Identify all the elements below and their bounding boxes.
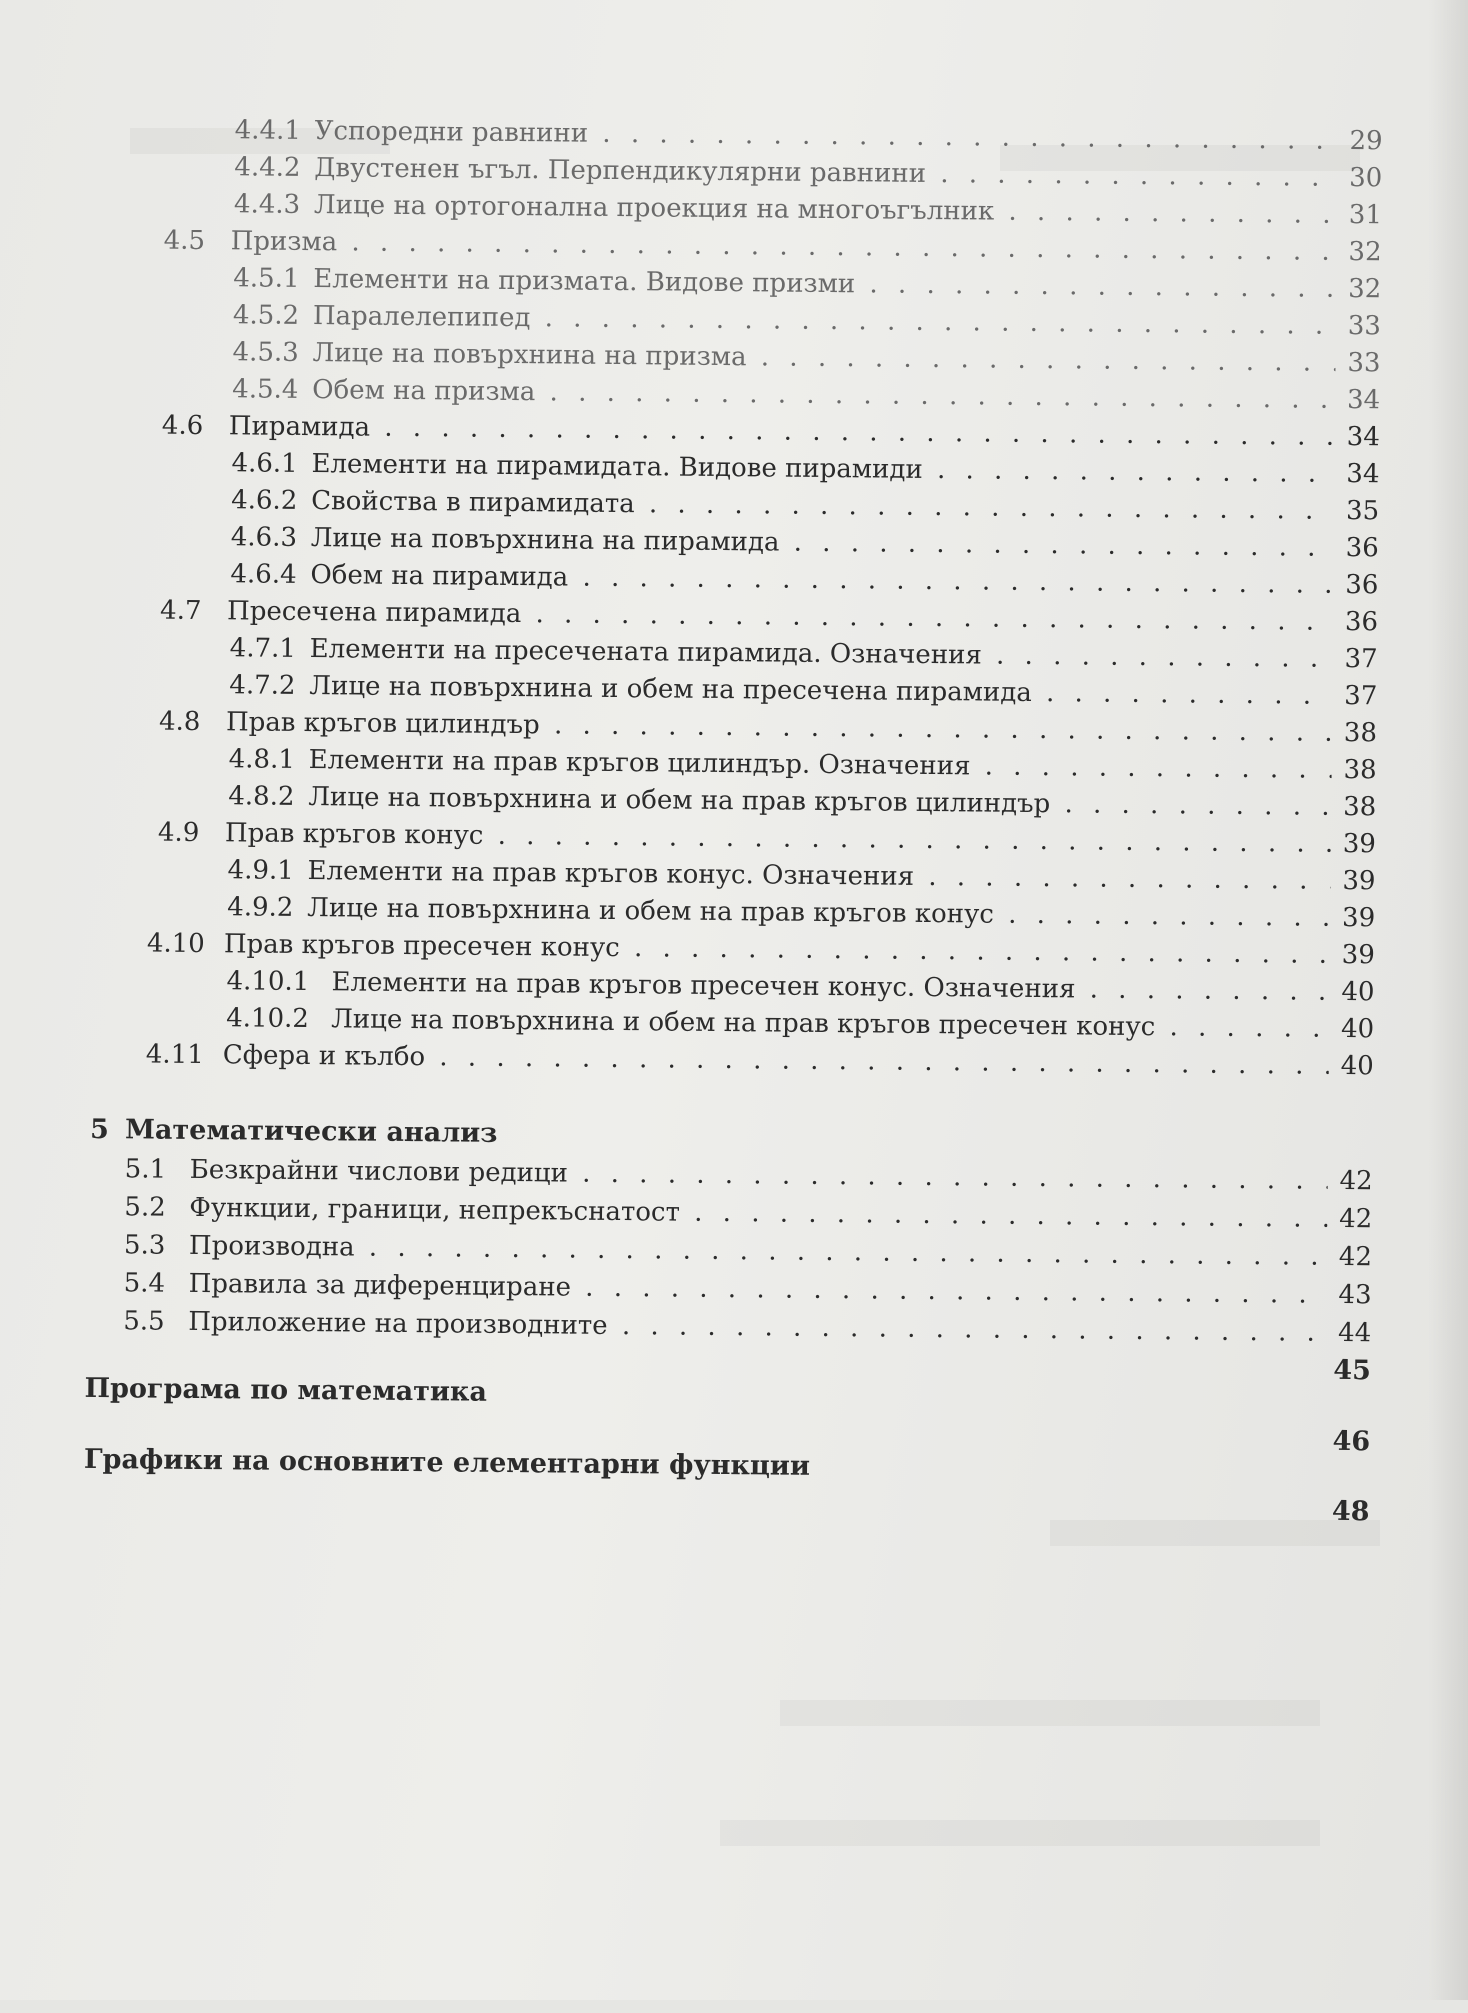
toc-title: Лице на повърхнина на призма . . .	[312, 336, 1335, 380]
toc-number: 4.6.4	[230, 557, 296, 592]
toc-page-number: 39	[1331, 827, 1376, 861]
toc-title: Математически анализ	[125, 1113, 498, 1151]
toc-title: Обем на пирамида . . .	[310, 558, 1333, 602]
toc-page-number: 35	[1334, 494, 1379, 528]
toc-title: Елементи на прав кръгов конус. Означения . . .	[307, 854, 1330, 898]
toc-title: Пирамида . . .	[229, 409, 1335, 454]
toc-page-number: 46	[1325, 1425, 1370, 1459]
toc-page-number: 40	[1329, 1012, 1374, 1046]
toc-number: 4.5	[163, 224, 205, 258]
toc-page-number: 45	[1326, 1354, 1371, 1388]
toc-title: Безкрайни числови редици . . .	[190, 1153, 1328, 1198]
toc-page-number: 34	[1335, 383, 1380, 417]
toc-number: 4.7	[160, 594, 202, 628]
toc-page-number: 36	[1333, 605, 1378, 639]
toc-title: Лице на повърхнина на пирамида . . .	[311, 521, 1334, 565]
toc-page-number: 32	[1336, 235, 1381, 269]
toc-page-number: 36	[1334, 531, 1379, 565]
toc-number: 4.8.1	[229, 742, 295, 777]
toc-number: 4.6.3	[231, 520, 297, 555]
toc-number: 4.5.4	[232, 372, 298, 407]
toc-title: Програма по математика	[84, 1372, 487, 1410]
toc-title: Правила за диференциране . . .	[188, 1267, 1326, 1312]
toc-number: 4.6	[162, 409, 204, 443]
toc-page-number: 37	[1333, 642, 1378, 676]
toc-page-number: 33	[1335, 346, 1380, 380]
toc-number: 4.8	[159, 705, 201, 739]
toc-number: 4.4.2	[234, 150, 300, 185]
toc-page-number: 48	[1324, 1495, 1369, 1529]
toc-title: Елементи на прав кръгов пресечен конус. Означения . . .	[331, 965, 1329, 1009]
toc-page-number: 40	[1329, 975, 1374, 1009]
toc-number: 5.1	[125, 1152, 167, 1186]
toc-title: Производна . . .	[189, 1229, 1327, 1274]
toc-title: Лице на повърхнина и обем на прав кръгов цилиндър . . .	[308, 780, 1331, 824]
toc-number: 5.2	[124, 1190, 166, 1224]
toc-title: Успоредни равнини . . .	[315, 114, 1338, 158]
toc-title: Лице на ортогонална проекция на многоъгълник . . .	[314, 188, 1337, 232]
toc-number: 4.4.3	[234, 187, 300, 222]
toc-page-number: 38	[1332, 716, 1377, 750]
toc-number: 4.5.3	[232, 335, 298, 370]
toc-title: Обем на призма . . .	[312, 373, 1335, 417]
toc-page-number: 38	[1331, 790, 1376, 824]
toc-number: 5.5	[123, 1304, 165, 1338]
toc-page-number: 36	[1333, 568, 1378, 602]
toc-number: 4.9.1	[227, 853, 293, 888]
toc-title: Призма . . .	[230, 224, 1336, 269]
toc-number: 4.10.1	[226, 964, 309, 999]
toc-page-number: 42	[1327, 1202, 1372, 1236]
toc-number: 4.7.1	[230, 631, 296, 666]
toc-page-number: 37	[1332, 679, 1377, 713]
toc-number: 4.8.2	[228, 779, 294, 814]
toc-page-number: 34	[1335, 420, 1380, 454]
toc-number: 4.6.2	[231, 483, 297, 518]
toc-title: Графики на основните елементарни функции	[84, 1443, 810, 1484]
toc-page-number: 39	[1330, 901, 1375, 935]
toc-number: 4.10	[147, 926, 205, 961]
toc-title: Прав кръгов цилиндър . . .	[226, 705, 1332, 750]
toc-title: Прав кръгов пресечен конус . . .	[224, 927, 1330, 972]
toc-page-number: 31	[1337, 198, 1382, 232]
toc-title: Елементи на пирамидата. Видове пирамиди . . .	[311, 447, 1334, 491]
toc-page-number: 33	[1336, 309, 1381, 343]
toc-title: Лице на повърхнина и обем на прав кръгов пресечен конус . . .	[331, 1002, 1329, 1046]
toc-page-number: 42	[1328, 1164, 1373, 1198]
toc-title: Паралелепипед . . .	[313, 299, 1336, 343]
toc-title: Лице на повърхнина и обем на пресечена пирамида . . .	[309, 669, 1332, 713]
toc-number: 4.5.1	[233, 261, 299, 296]
toc-number: 4.9.2	[227, 890, 293, 925]
toc-title: Двустенен ъгъл. Перпендикулярни равнини . . .	[314, 151, 1337, 195]
toc-title: Свойства в пирамидата . . .	[311, 484, 1334, 528]
toc-title: Елементи на призмата. Видове призми . . .	[313, 262, 1336, 306]
toc-page-row	[0, 1482, 1455, 1530]
toc-page-number: 39	[1330, 864, 1375, 898]
toc-title: Елементи на пресечената пирамида. Означения . . .	[310, 632, 1333, 676]
toc-number: 4.5.2	[233, 298, 299, 333]
toc-page-number: 42	[1327, 1240, 1372, 1274]
toc-number: 4.10.2	[226, 1001, 309, 1036]
toc-number: 5.4	[123, 1266, 165, 1300]
toc-page-number: 40	[1329, 1049, 1374, 1083]
toc-title: Прав кръгов конус . . .	[225, 816, 1331, 861]
toc-number: 4.6.1	[231, 446, 297, 481]
toc-page-number: 34	[1334, 457, 1379, 491]
toc-page-number: 32	[1336, 272, 1381, 306]
toc-page-number: 44	[1326, 1316, 1371, 1350]
toc-number: 5	[90, 1113, 109, 1147]
toc-title: Пресечена пирамида . . .	[227, 594, 1333, 639]
toc-number: 4.7.2	[229, 668, 295, 703]
toc-title: Елементи на прав кръгов цилиндър. Означения . . .	[309, 743, 1332, 787]
toc-number: 4.4.1	[235, 113, 301, 148]
toc-title: Лице на повърхнина и обем на прав кръгов конус . . .	[307, 891, 1330, 935]
toc-page-number: 29	[1338, 124, 1383, 158]
toc-page-number: 39	[1330, 938, 1375, 972]
toc-number: 4.11	[146, 1037, 204, 1072]
toc-title: Приложение на производните . . .	[188, 1305, 1326, 1350]
toc-page-number: 30	[1337, 161, 1382, 195]
toc-page-number: 43	[1326, 1278, 1371, 1312]
toc-page-number: 38	[1331, 753, 1376, 787]
toc-title: Функции, граници, непрекъснатост . . .	[189, 1191, 1327, 1236]
toc-title: Сфера и кълбо . . .	[223, 1038, 1329, 1083]
toc-number: 4.9	[158, 816, 200, 850]
toc-number: 5.3	[124, 1228, 166, 1262]
